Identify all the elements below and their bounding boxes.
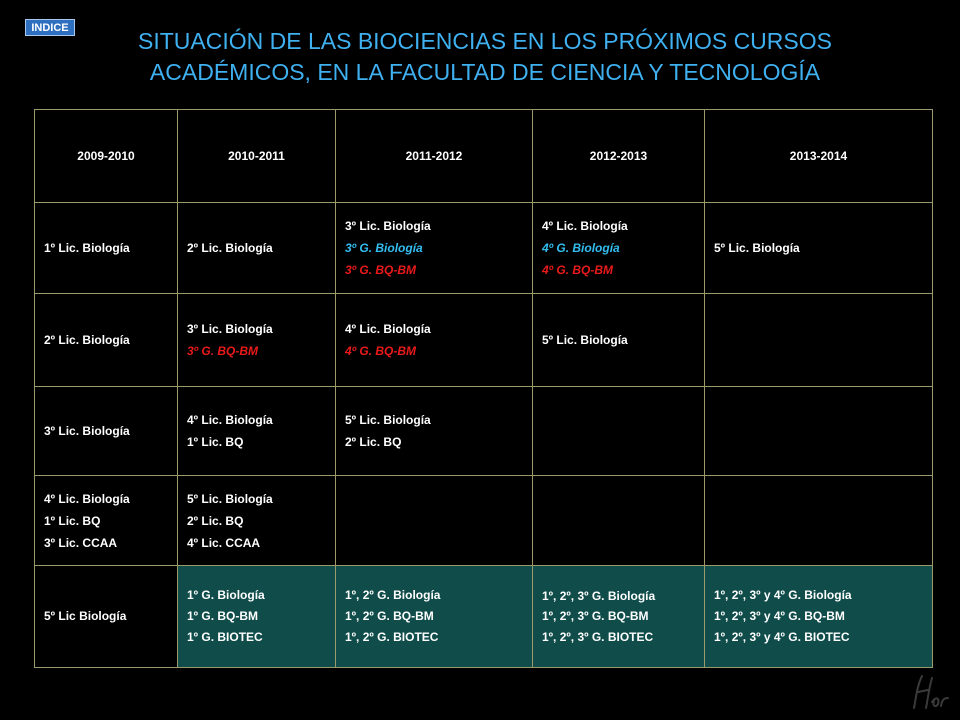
title-line-2: ACADÉMICOS, EN LA FACULTAD DE CIENCIA Y TECNOLOGÍA [149,59,821,85]
table-cell [533,476,705,566]
cell-line: 1º Lic. Biología [44,241,130,255]
cell-line: 5º Lic. Biología [542,333,628,347]
cell-line: 1º Lic. BQ [187,435,244,449]
cell-line: 1º G. BIOTEC [187,630,263,644]
header-cell: 2013-2014 [705,110,933,203]
header-cell: 2011-2012 [336,110,533,203]
table-cell [533,387,705,476]
cell-line: 4º Lic. Biología [187,413,273,427]
header-cell: 2010-2011 [178,110,336,203]
table-cell [336,566,533,668]
table-cell [35,203,178,294]
cell-line: 3º G. BQ-BM [187,344,259,358]
cell-line: 5º Lic Biología [44,609,127,623]
table-cell [178,203,336,294]
cell-line: 1º, 2º G. Biología [345,588,441,602]
page-title [90,26,880,88]
table-row [35,294,933,387]
table-cell [336,294,533,387]
cell-line: 3º Lic. Biología [345,219,431,233]
cell-line: 3º G. Biología [345,241,423,255]
cell-line: 5º Lic. Biología [714,241,800,255]
cell-line: 1º, 2º, 3º G. BQ-BM [542,608,649,623]
cell-line: 1º, 2º, 3º y 4º G. BQ-BM [714,609,845,623]
cell-line: 1º G. BQ-BM [187,609,259,623]
table-cell [705,476,933,566]
table-cell [336,203,533,294]
table-row [35,476,933,566]
table-cell [533,566,705,668]
table-cell [336,476,533,566]
cell-line: 4º Lic. Biología [44,491,130,506]
table-cell [35,566,178,668]
table-body [35,203,933,668]
table-cell [35,294,178,387]
cell-line: 4º Lic. Biología [542,219,628,233]
table-cell [35,387,178,476]
cell-line: 2º Lic. Biología [44,333,130,347]
table-cell [533,294,705,387]
table-cell [705,203,933,294]
table-cell [336,387,533,476]
cell-line: 1º, 2º, 3º G. BIOTEC [542,629,654,644]
cell-line: 5º Lic. Biología [187,491,273,506]
cell-line: 3º Lic. Biología [44,424,130,438]
table-cell [705,566,933,668]
cell-line: 1º, 2º, 3º y 4º G. Biología [714,588,852,602]
table-cell [178,387,336,476]
courses-table [34,109,933,668]
cell-line: 5º Lic. Biología [345,413,431,427]
cell-line: 1º, 2º, 3º G. Biología [542,588,656,603]
header-cell: 2012-2013 [533,110,705,203]
indice-button[interactable]: INDICE [25,19,75,36]
table-cell [178,294,336,387]
table-cell [178,566,336,668]
cell-line: 4º G. BQ-BM [542,263,614,277]
cell-line: 1º Lic. BQ [44,513,101,528]
cell-line: 2º Lic. BQ [345,435,402,449]
table-cell [35,476,178,566]
cell-line: 2º Lic. Biología [187,241,273,255]
table-row [35,387,933,476]
cell-line: 4º G. Biología [542,241,620,255]
cell-line: 3º G. BQ-BM [345,263,417,277]
cell-line: 1º, 2º, 3º y 4º G. BIOTEC [714,630,850,644]
cell-line: 1º, 2º G. BQ-BM [345,609,434,623]
cell-line: 3º Lic. Biología [187,322,273,336]
table-cell [178,476,336,566]
header-cell: 2009-2010 [35,110,178,203]
cell-line: 4º Lic. Biología [345,322,431,336]
cell-line: 2º Lic. BQ [187,513,244,528]
cell-line: 3º Lic. CCAA [44,535,118,550]
table-row [35,203,933,294]
table-cell [533,203,705,294]
signature-watermark [908,668,953,713]
table-row [35,566,933,668]
title-line-1: SITUACIÓN DE LAS BIOCIENCIAS EN LOS PRÓXIMOS CURSOS [138,28,832,54]
cell-line: 4º Lic. CCAA [187,535,261,550]
cell-line: 1º G. Biología [187,588,265,602]
table-cell [705,387,933,476]
table-cell [705,294,933,387]
table-header-row [35,110,933,203]
cell-line: 1º, 2º G. BIOTEC [345,630,439,644]
cell-line: 4º G. BQ-BM [345,344,417,358]
